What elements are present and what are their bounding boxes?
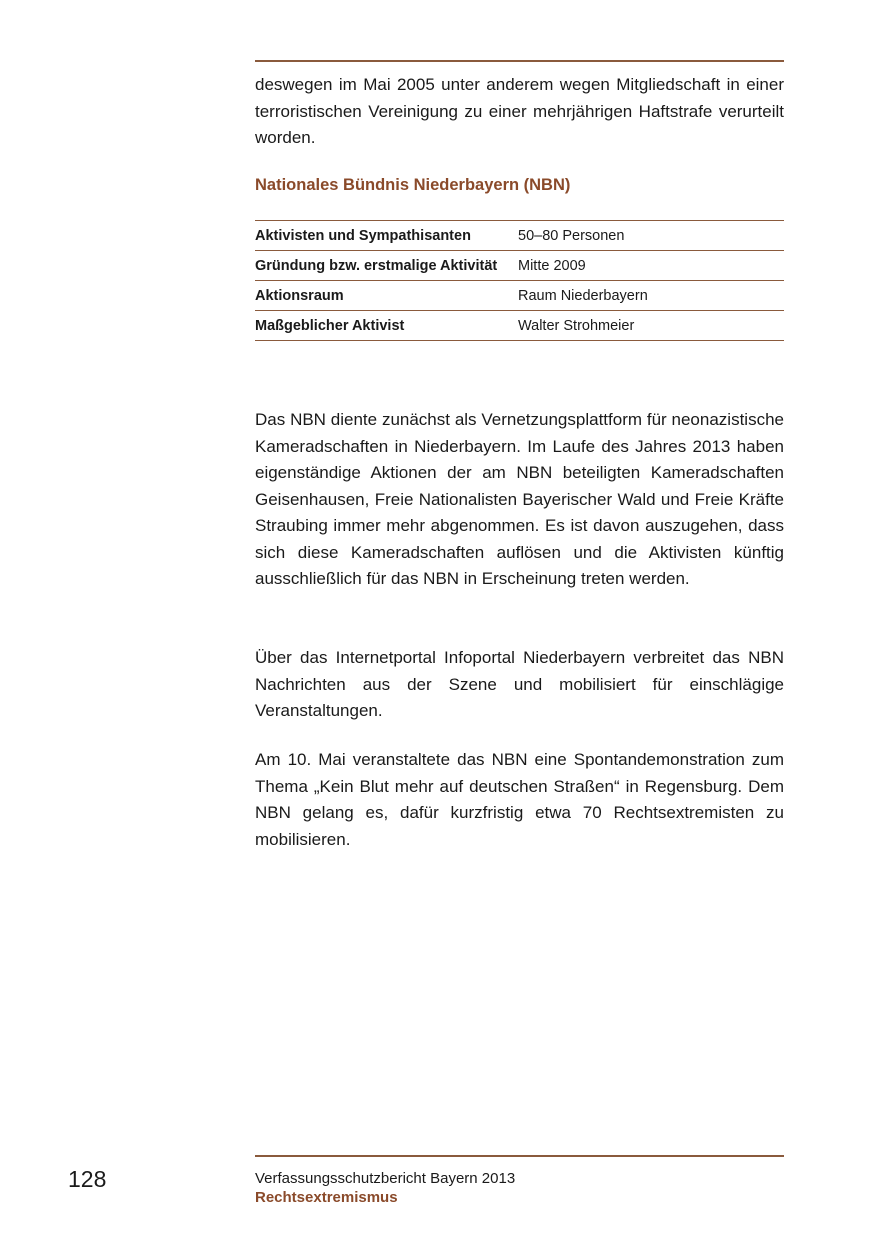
table-row: [255, 281, 784, 311]
footer-section-label: Rechtsextremismus: [255, 1189, 398, 1206]
body-paragraph-1: Das NBN diente zunächst als Vernetzungsplattform für neonazistische Kameradschaften in Niederbayern. Im Laufe des Jahres 2013 haben eigenständige Aktionen der am NBN beteiligten Kameradschaften Geisenhausen, Freie Nationalisten Bayerischer Wald und Freie Kräfte Straubing immer mehr abgenommen. Es ist davon auszugehen, dass sich diese Kameradschaften auflösen und die Aktivisten künftig ausschließlich für das NBN in Erscheinung treten werden.: [255, 410, 784, 588]
table-row: [255, 251, 784, 281]
footer-rule: [255, 1155, 784, 1157]
fact-value: Walter Strohmeier: [518, 311, 784, 341]
fact-key: Gründung bzw. erstmalige Aktivität: [255, 251, 518, 281]
fact-key: Aktivisten und Sympathisanten: [255, 221, 518, 251]
fact-key: Aktionsraum: [255, 281, 518, 311]
table-row: [255, 221, 784, 251]
top-rule: [255, 60, 784, 62]
section-heading: Nationales Bündnis Niederbayern (NBN): [255, 176, 571, 194]
fact-value: Raum Niederbayern: [518, 281, 784, 311]
body-paragraph-2: Über das Internetportal Infoportal Niederbayern verbreitet das NBN Nachrichten aus der Szene und mobilisiert für einschlägige Veranstaltungen.: [255, 648, 784, 720]
intro-paragraph: deswegen im Mai 2005 unter anderem wegen Mitgliedschaft in einer terroristischen Vereinigung zu einer mehrjährigen Haftstrafe verurteilt worden.: [255, 75, 784, 147]
table-row: [255, 311, 784, 341]
facts-table: [255, 220, 784, 341]
fact-value: 50–80 Personen: [518, 221, 784, 251]
footer-publication-title: Verfassungsschutzbericht Bayern 2013: [255, 1170, 516, 1187]
footer: [255, 1169, 515, 1207]
body-paragraph-3: Am 10. Mai veranstaltete das NBN eine Spontandemonstration zum Thema „Kein Blut mehr auf deutschen Straßen“ in Regensburg. Dem NBN gelang es, dafür kurzfristig etwa 70 Rechtsextremisten zu mobilisieren.: [255, 750, 784, 849]
fact-value: Mitte 2009: [518, 251, 784, 281]
page-number: 128: [68, 1166, 107, 1192]
fact-key: Maßgeblicher Aktivist: [255, 311, 518, 341]
